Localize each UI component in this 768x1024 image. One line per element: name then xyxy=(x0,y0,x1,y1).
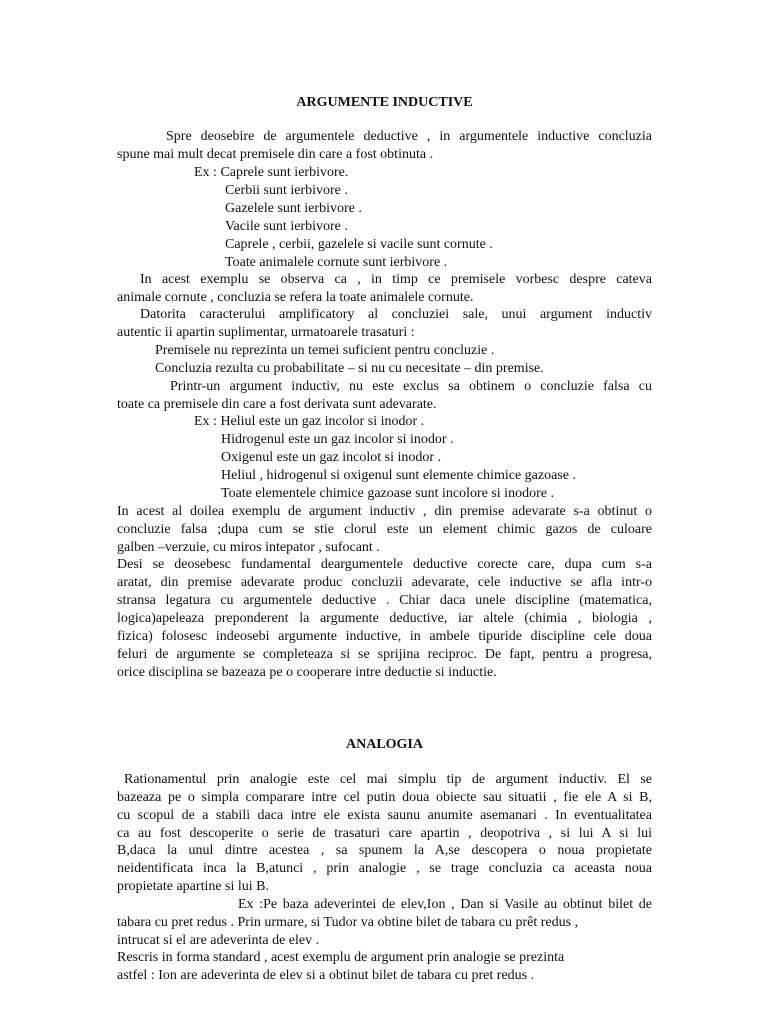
paragraph-line: ca au fost descoperite o serie de trasaturi care apartin , deopotriva , si lui A si lui xyxy=(117,826,652,841)
paragraph-line: In acest exemplu se observa ca , in timp ce premisele vorbesc despre cateva xyxy=(140,272,652,287)
paragraph-line: Rescris in forma standard , acest exemplu de argument prin analogie se prezinta xyxy=(117,950,565,965)
paragraph-line: Desi se deosebesc fundamental deargumentele deductive corecte care, dupa cum s-a xyxy=(117,557,652,572)
example-line: Heliul , hidrogenul si oxigenul sunt elemente chimice gazoase . xyxy=(221,468,576,483)
paragraph-line: In acest al doilea exemplu de argument inductiv , din premise adevarate s-a obtinut o xyxy=(117,504,652,519)
paragraph-line: astfel : Ion are adeverinta de elev si a obtinut bilet de tabara cu pret redus . xyxy=(117,968,535,983)
paragraph-line: spune mai mult decat premisele din care a fost obtinuta . xyxy=(117,147,434,162)
paragraph-line: Spre deosebire de argumentele deductive , in argumentele inductive concluzia xyxy=(166,129,652,144)
paragraph-line: concluzie falsa ;dupa cum se stie clorul este un element chimic gazos de culoare xyxy=(117,522,652,537)
paragraph-line: cu scopul de a stabili daca intre ele exista saunu anumite asemanari . In eventualitatea xyxy=(117,808,652,823)
paragraph-line: toate ca premisele din care a fost derivata sunt adevarate. xyxy=(117,397,437,412)
example-line: Ex : Heliul este un gaz incolor si inodor . xyxy=(194,414,425,429)
paragraph-line: Datorita caracterului amplificatory al concluziei sale, unui argument inductiv xyxy=(140,307,652,322)
paragraph-line: stransa legatura cu argumentele deductive . Chiar daca unele discipline (matematica, xyxy=(117,593,652,608)
paragraph-line: propietate apartine si lui B. xyxy=(117,879,270,894)
paragraph-line: galben –verzuie, cu miros intepator , sufocant . xyxy=(117,540,380,555)
example-line: Toate animalele cornute sunt ierbivore . xyxy=(225,255,448,270)
example-line: Hidrogenul este un gaz incolor si inodor . xyxy=(221,432,454,447)
example-line: Oxigenul este un gaz incolot si inodor . xyxy=(221,450,442,465)
paragraph-line: orice disciplina se bazeaza pe o cooperare intre deductie si inductie. xyxy=(117,665,497,680)
paragraph-line: aratat, din premise adevarate produc concluzii adevarate, cele inductive se afla intr-o xyxy=(117,575,652,590)
example-line: Caprele , cerbii, gazelele si vacile sunt cornute . xyxy=(225,237,493,252)
paragraph-line: bazeaza pe o simpla comparare intre cel putin doua obiecte sau situatii , fie ele A si B, xyxy=(117,790,652,805)
paragraph-line: Rationamentul prin analogie este cel mai simplu tip de argument inductiv. El se xyxy=(124,772,652,787)
paragraph-line: fizica) folosesc indeosebi argumente inductive, in ambele tipuride discipline cele doua xyxy=(117,629,652,644)
section-title-analogia: ANALOGIA xyxy=(345,737,423,752)
example-line: Gazelele sunt ierbivore . xyxy=(225,201,362,216)
example-line: Toate elementele chimice gazoase sunt incolore si inodore . xyxy=(221,486,554,501)
paragraph-line: neidentificata inca la B,atunci , prin analogie , se trage concluzia ca aceasta noua xyxy=(117,861,652,876)
list-line: Premisele nu reprezinta un temei suficient pentru concluzie . xyxy=(155,343,495,358)
paragraph-line: tabara cu pret redus . Prin urmare, si Tudor va obtine bilet de tabara cu prêt redus , xyxy=(117,915,579,930)
example-line: Ex : Caprele sunt ierbivore. xyxy=(194,165,349,180)
list-line: Concluzia rezulta cu probabilitate – si nu cu necesitate – din premise. xyxy=(155,361,544,376)
example-line: Ex :Pe baza adeverintei de elev,Ion , Dan si Vasile au obtinut bilet de xyxy=(238,897,652,912)
paragraph-line: autentic ii apartin suplimentar, urmatoarele trasaturi : xyxy=(117,325,415,340)
paragraph-line: intrucat si el are adeverinta de elev . xyxy=(117,933,320,948)
example-line: Cerbii sunt ierbivore . xyxy=(225,183,348,198)
section-title-argumente-inductive: ARGUMENTE INDUCTIVE xyxy=(296,95,473,110)
paragraph-line: feluri de argumente se completeaza si se sprijina reciproc. De fapt, pentru a progresa, xyxy=(117,647,652,662)
paragraph-line: animale cornute , concluzia se refera la toate animalele cornute. xyxy=(117,290,474,305)
paragraph-line: logica)apeleaza preponderent la argumente deductive, iar altele (chimia , biologia , xyxy=(117,611,652,626)
paragraph-line: B,daca la unul dintre acestea , sa spunem la A,se descopera o noua propietate xyxy=(117,843,652,858)
example-line: Vacile sunt ierbivore . xyxy=(225,219,348,234)
paragraph-line: Printr-un argument inductiv, nu este exclus sa obtinem o concluzie falsa cu xyxy=(170,379,652,394)
